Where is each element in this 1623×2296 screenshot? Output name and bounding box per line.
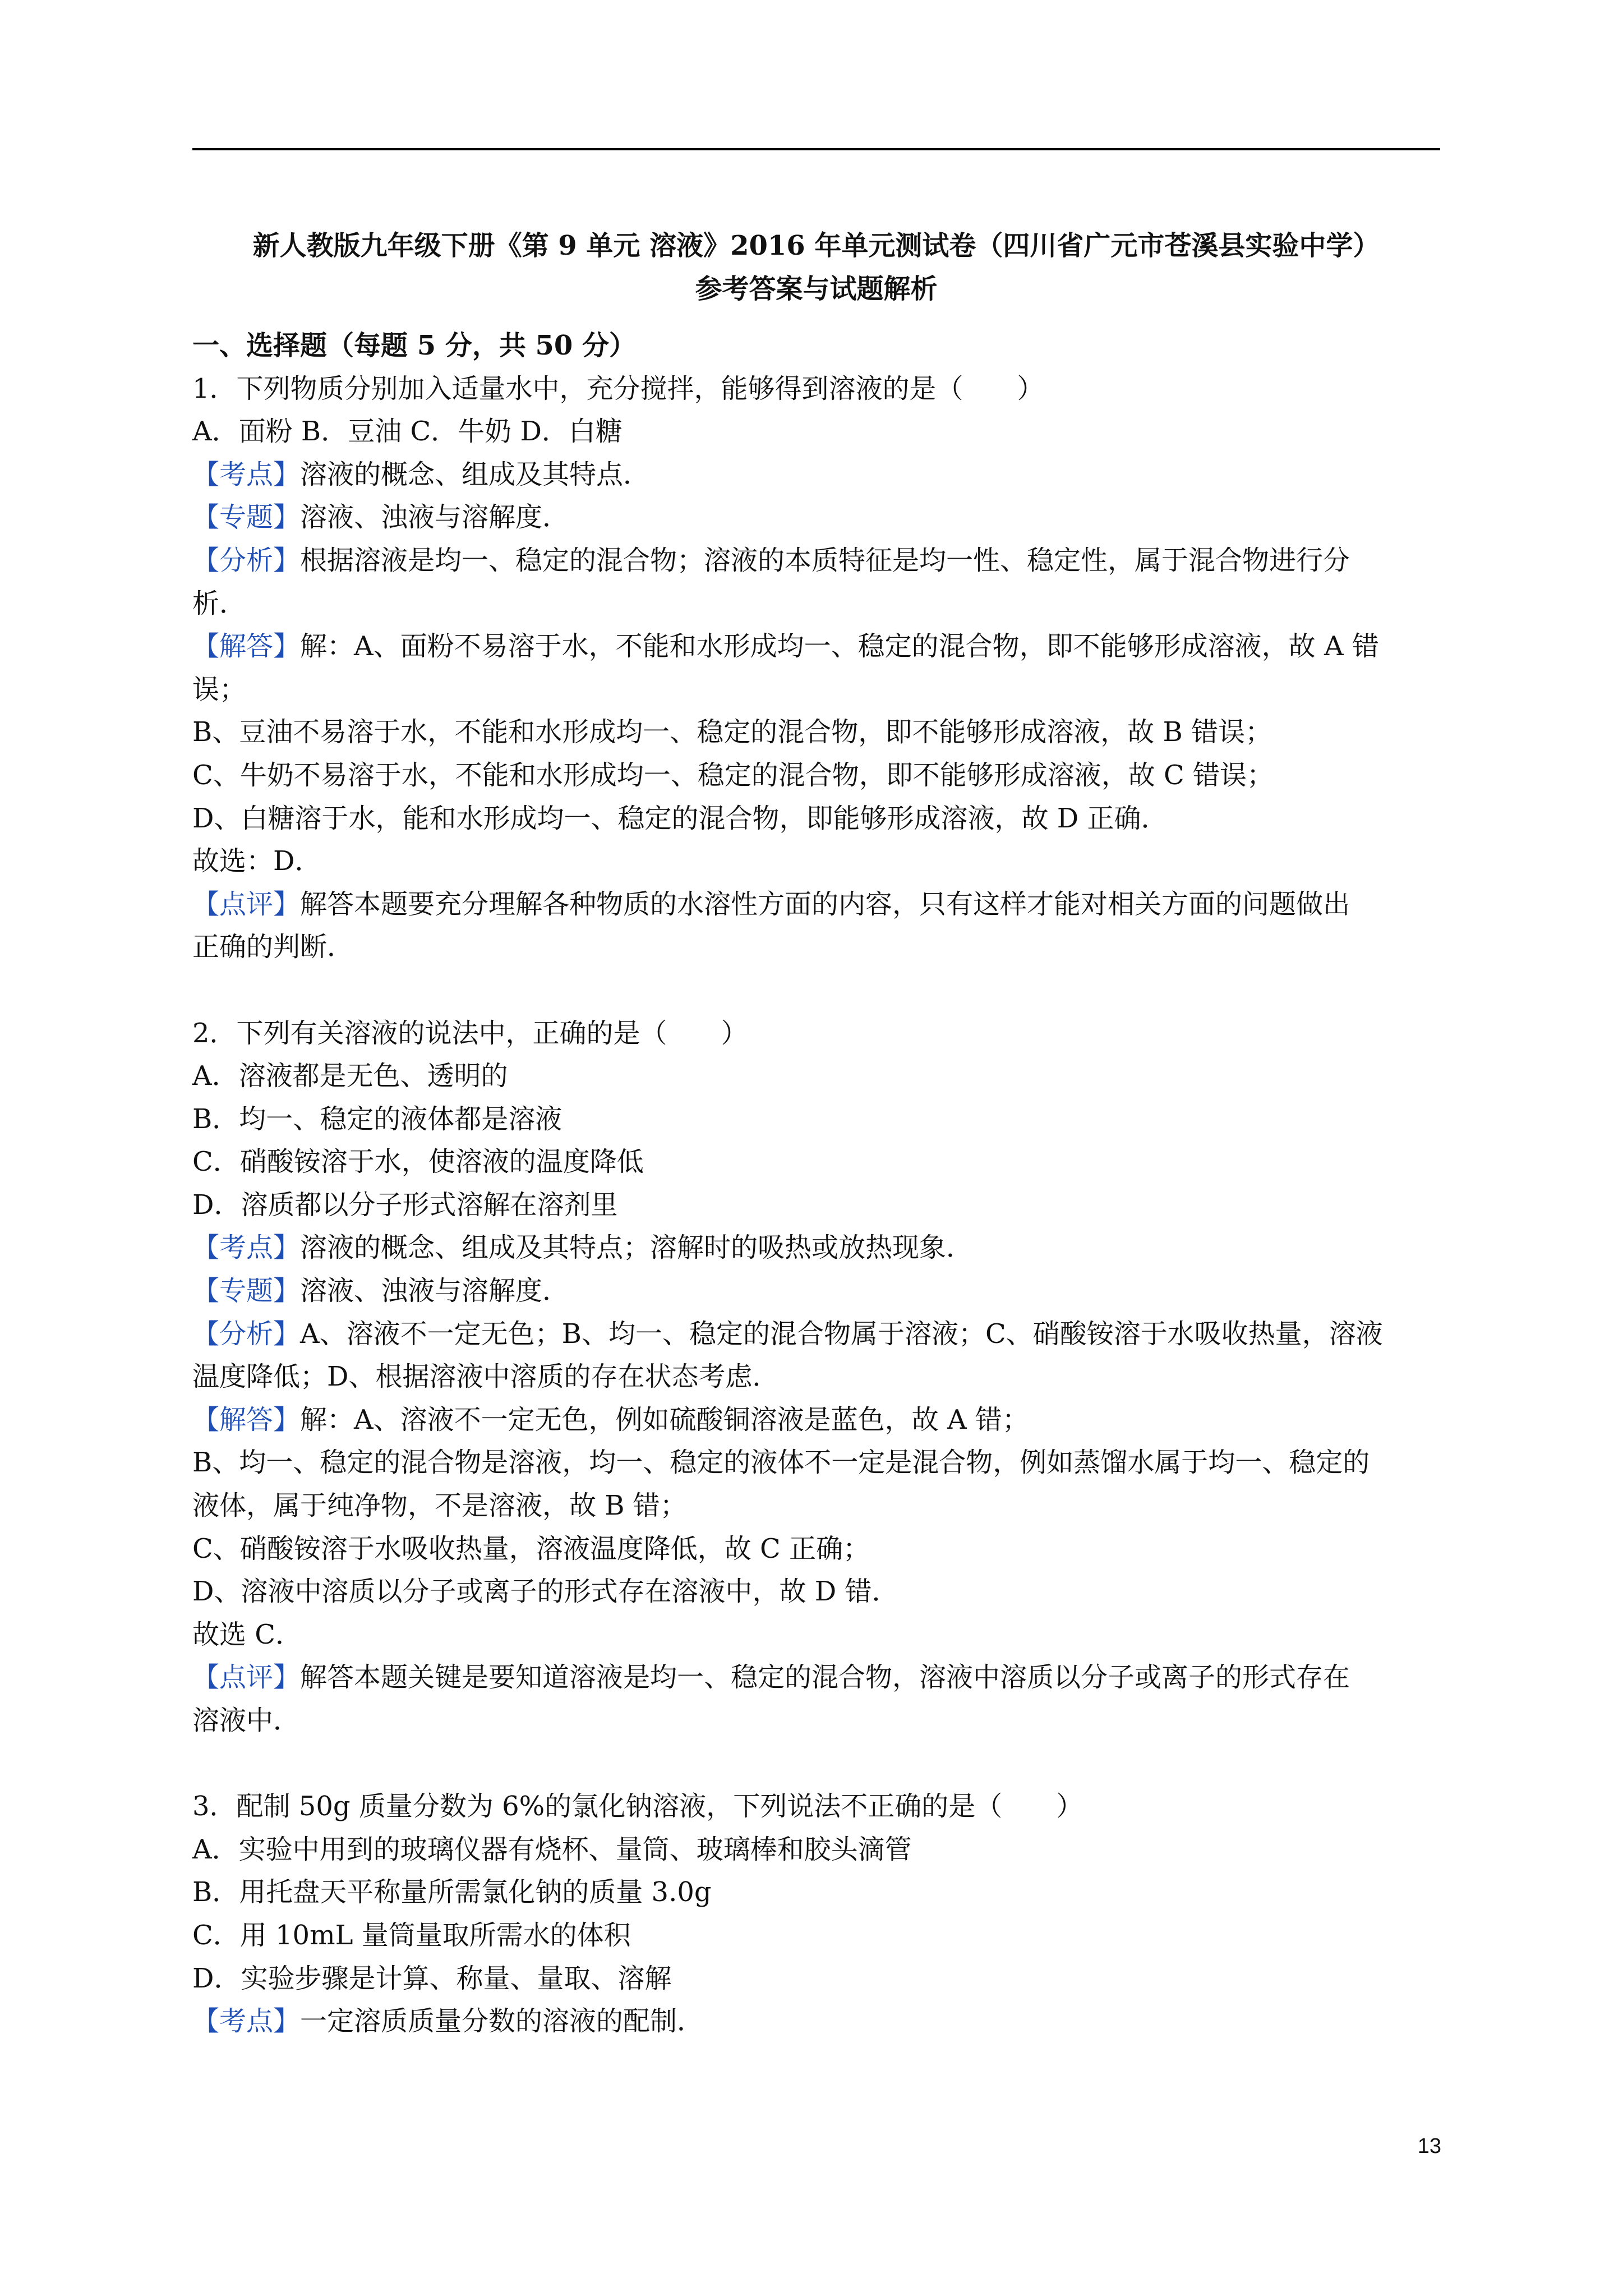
fenxi-text: 根据溶液是均一、稳定的混合物；溶液的本质特征是均一性、稳定性，属于混合物进行分 — [300, 544, 1350, 576]
option-b: B．均一、稳定的液体都是溶液 — [192, 1103, 562, 1135]
dianping-text: 解答本题要充分理解各种物质的水溶性方面的内容，只有这样才能对相关方面的问题做出 — [300, 888, 1350, 920]
document-title: 新人教版九年级下册《第 9 单元 溶液》2016 年单元测试卷（四川省广元市苍溪县实验中学） — [252, 230, 1380, 261]
jieda-answer: 故选：D． — [192, 845, 322, 877]
fenxi-tag: 【分析】 — [192, 1318, 301, 1350]
zhuanti-text: 溶液、浊液与溶解度． — [300, 1275, 570, 1307]
jieda-text-cont: 误； — [192, 673, 247, 705]
kaodian-text: 溶液的概念、组成及其特点；溶解时的吸热或放热现象． — [300, 1232, 974, 1264]
kaodian-tag: 【考点】 — [192, 2005, 301, 2037]
spacer — [192, 1742, 1443, 1786]
question-stem: 3．配制 50g 质量分数为 6%的氯化钠溶液，下列说法不正确的是（ ） — [192, 1791, 1083, 1823]
question-stem: 1．下列物质分别加入适量水中，充分搅拌，能够得到溶液的是（ ） — [192, 372, 1044, 404]
option-d: D．实验步骤是计算、称量、量取、溶解 — [192, 1962, 672, 1994]
option-c: C．用 10mL 量筒量取所需水的体积 — [192, 1919, 631, 1951]
jieda-row — [192, 625, 1443, 668]
question-options: A．面粉 B．豆油 C．牛奶 D．白糖 — [192, 416, 623, 448]
fenxi-tag: 【分析】 — [192, 544, 301, 576]
kaodian-row — [192, 1226, 1443, 1269]
jieda-text-cont: D、白糖溶于水，能和水形成均一、稳定的混合物，即能够形成溶液，故 D 正确． — [192, 802, 1168, 834]
jieda-text-cont: B、豆油不易溶于水，不能和水形成均一、稳定的混合物，即不能够形成溶液，故 B 错误； — [192, 716, 1272, 748]
zhuanti-text: 溶液、浊液与溶解度． — [300, 501, 570, 533]
dianping-tag: 【点评】 — [192, 888, 301, 920]
jieda-text-cont: 液体，属于纯净物，不是溶液，故 B 错； — [192, 1490, 687, 1522]
jieda-text: 解：A、面粉不易溶于水，不能和水形成均一、稳定的混合物，即不能够形成溶液，故 A 错 — [300, 631, 1379, 662]
zhuanti-tag: 【专题】 — [192, 501, 301, 533]
fenxi-text: A、溶液不一定无色；B、均一、稳定的混合物属于溶液；C、硝酸铵溶于水吸收热量，溶液 — [300, 1318, 1383, 1350]
dianping-text-cont: 正确的判断． — [192, 931, 354, 963]
question-2 — [192, 1012, 1443, 1742]
jieda-tag: 【解答】 — [192, 1404, 301, 1435]
page-number: 13 — [1417, 2134, 1441, 2158]
dianping-row — [192, 1656, 1443, 1699]
option-a: A．溶液都是无色、透明的 — [192, 1060, 508, 1092]
question-3 — [192, 1785, 1443, 2043]
zhuanti-row — [192, 1269, 1443, 1313]
jieda-text-cont: C、牛奶不易溶于水，不能和水形成均一、稳定的混合物，即不能够形成溶液，故 C 错误； — [192, 759, 1274, 791]
jieda-tag: 【解答】 — [192, 631, 301, 662]
jieda-text-cont: B、均一、稳定的混合物是溶液，均一、稳定的液体不一定是混合物，例如蒸馏水属于均一、稳定的 — [192, 1447, 1370, 1479]
option-b: B．用托盘天平称量所需氯化钠的质量 3.0g — [192, 1876, 712, 1908]
fenxi-text-cont: 析． — [192, 587, 247, 619]
option-d: D．溶质都以分子形式溶解在溶剂里 — [192, 1189, 618, 1221]
kaodian-tag: 【考点】 — [192, 458, 301, 490]
document-subtitle: 参考答案与试题解析 — [695, 273, 938, 305]
kaodian-row — [192, 2000, 1443, 2043]
jieda-text-cont: D、溶液中溶质以分子或离子的形式存在溶液中，故 D 错． — [192, 1576, 899, 1608]
zhuanti-tag: 【专题】 — [192, 1275, 301, 1307]
option-c: C．硝酸铵溶于水，使溶液的温度降低 — [192, 1146, 644, 1178]
dianping-row — [192, 883, 1443, 926]
kaodian-text: 溶液的概念、组成及其特点． — [300, 458, 651, 490]
question-1 — [192, 367, 1443, 969]
fenxi-row — [192, 539, 1443, 582]
question-stem: 2．下列有关溶液的说法中，正确的是（ ） — [192, 1017, 748, 1049]
kaodian-tag: 【考点】 — [192, 1232, 301, 1264]
dianping-tag: 【点评】 — [192, 1662, 301, 1694]
jieda-text-cont: C、硝酸铵溶于水吸收热量，溶液温度降低，故 C 正确； — [192, 1533, 870, 1565]
section-heading: 一、选择题（每题 5 分，共 50 分） — [192, 330, 637, 361]
dianping-text-cont: 溶液中． — [192, 1705, 301, 1736]
spacer — [192, 969, 1443, 1012]
kaodian-row — [192, 453, 1443, 496]
fenxi-row — [192, 1313, 1443, 1356]
header-rule — [192, 148, 1440, 150]
jieda-answer: 故选 C． — [192, 1618, 302, 1650]
dianping-text: 解答本题关键是要知道溶液是均一、稳定的混合物，溶液中溶质以分子或离子的形式存在 — [300, 1662, 1350, 1694]
jieda-row — [192, 1398, 1443, 1442]
jieda-text: 解：A、溶液不一定无色，例如硫酸铜溶液是蓝色，故 A 错； — [300, 1404, 1029, 1435]
fenxi-text-cont: 温度降低；D、根据溶液中溶质的存在状态考虑． — [192, 1361, 780, 1393]
zhuanti-row — [192, 496, 1443, 539]
page-content — [192, 324, 1443, 2043]
option-a: A．实验中用到的玻璃仪器有烧杯、量筒、玻璃棒和胶头滴管 — [192, 1833, 912, 1865]
kaodian-text: 一定溶质质量分数的溶液的配制． — [300, 2005, 704, 2037]
